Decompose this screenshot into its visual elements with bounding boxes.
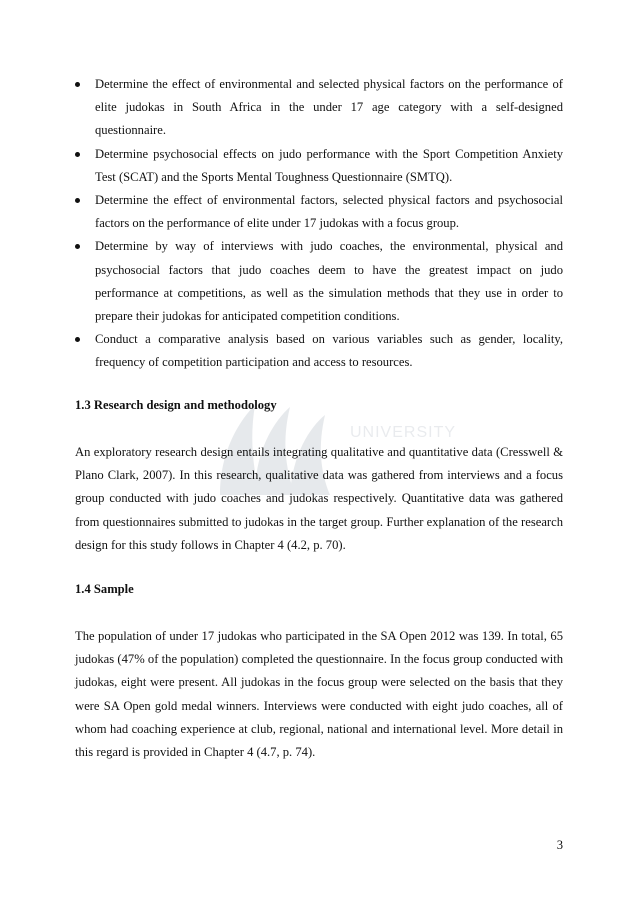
bullet-icon bbox=[75, 82, 80, 87]
paragraph-sample: The population of under 17 judokas who participated in the SA Open 2012 was 139. In total, 65 judokas (47% of the population) completed the questionnaire. In the focus group conducted with judokas, eight were present. All judokas in the focus group were selected on the basis that they were SA Open gold medal winners. Interviews were conducted with eight judo coaches, all of whom had coaching experience at club, regional, national and international level. More detail in this regard is provided in Chapter 4 (4.7, p. 74). bbox=[75, 629, 563, 760]
bullet-icon bbox=[75, 244, 80, 249]
list-item bbox=[75, 328, 563, 374]
list-item bbox=[75, 189, 563, 235]
list-item-text: Determine the effect of environmental factors, selected physical factors and psychosocial factors on the performance of elite under 17 judokas with a focus group. bbox=[95, 193, 563, 231]
list-item-text: Determine by way of interviews with judo coaches, the environmental, physical and psychosocial factors that judo coaches deem to have the greatest impact on judo performance at competitions, as well as the simulation methods that they use in order to prepare their judokas for anticipated competition conditions. bbox=[95, 239, 563, 324]
bullet-icon bbox=[75, 198, 80, 203]
list-item bbox=[75, 235, 563, 328]
watermark-text: UNIVERSITY bbox=[350, 424, 457, 441]
section-heading-sample: 1.4 Sample bbox=[75, 582, 134, 596]
bullet-icon bbox=[75, 152, 80, 157]
section-heading-research-design: 1.3 Research design and methodology bbox=[75, 398, 277, 412]
list-item-text: Conduct a comparative analysis based on various variables such as gender, locality, frequency of competition participation and access to resources. bbox=[95, 332, 563, 370]
page-number: 3 bbox=[556, 838, 563, 852]
list-item bbox=[75, 73, 563, 143]
bullet-icon bbox=[75, 337, 80, 342]
list-item bbox=[75, 143, 563, 189]
paragraph-research-design: An exploratory research design entails integrating qualitative and quantitative data (Cresswell & Plano Clark, 2007). In this research, qualitative data was gathered from interviews and a focus group conducted with judo coaches and judokas respectively. Quantitative data was gathered from questionnaires submitted to judokas in the target group. Further explanation of the research design for this study follows in Chapter 4 (4.2, p. 70). bbox=[75, 445, 563, 552]
list-item-text: Determine the effect of environmental and selected physical factors on the performance of elite judokas in South Africa in the under 17 age category with a self-designed questionnaire. bbox=[95, 77, 563, 138]
list-item-text: Determine psychosocial effects on judo performance with the Sport Competition Anxiety Test (SCAT) and the Sports Mental Toughness Questionnaire (SMTQ). bbox=[95, 146, 563, 184]
objectives-list bbox=[75, 73, 563, 375]
